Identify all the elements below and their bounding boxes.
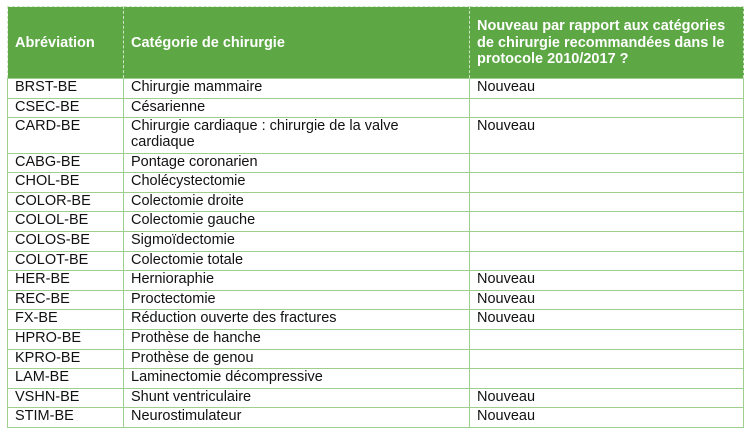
cell-category: Colectomie droite (124, 192, 470, 212)
cell-category: Hernioraphie (124, 271, 470, 291)
table-row (8, 330, 744, 350)
cell-abbreviation: LAM-BE (8, 369, 124, 389)
cell-category: Prothèse de genou (124, 349, 470, 369)
cell-category: Cholécystectomie (124, 173, 470, 193)
cell-new-flag: Nouveau (470, 310, 744, 330)
cell-new-flag: Nouveau (470, 118, 744, 154)
header-row (8, 7, 744, 79)
cell-new-flag (470, 212, 744, 232)
cell-abbreviation: REC-BE (8, 290, 124, 310)
cell-category: Colectomie totale (124, 251, 470, 271)
cell-new-flag (470, 369, 744, 389)
cell-new-flag: Nouveau (470, 271, 744, 291)
cell-abbreviation: CHOL-BE (8, 173, 124, 193)
cell-new-flag: Nouveau (470, 408, 744, 428)
table-row (8, 173, 744, 193)
cell-new-flag: Nouveau (470, 388, 744, 408)
table-row (8, 310, 744, 330)
cell-new-flag (470, 349, 744, 369)
header-surgery-category: Catégorie de chirurgie (124, 7, 470, 79)
table-row (8, 79, 744, 99)
table-row (8, 192, 744, 212)
cell-new-flag (470, 330, 744, 350)
cell-category: Proctectomie (124, 290, 470, 310)
table-row (8, 153, 744, 173)
cell-abbreviation: KPRO-BE (8, 349, 124, 369)
table-body (8, 79, 744, 428)
cell-category: Shunt ventriculaire (124, 388, 470, 408)
cell-abbreviation: CABG-BE (8, 153, 124, 173)
cell-new-flag (470, 173, 744, 193)
cell-category: Césarienne (124, 98, 470, 118)
table-row (8, 212, 744, 232)
cell-new-flag: Nouveau (470, 290, 744, 310)
header-new-vs-protocol: Nouveau par rapport aux catégories de chirurgie recommandées dans le protocole 2010/2017 ? (470, 7, 744, 79)
cell-abbreviation: COLOR-BE (8, 192, 124, 212)
cell-abbreviation: COLOT-BE (8, 251, 124, 271)
cell-abbreviation: CARD-BE (8, 118, 124, 154)
table-row (8, 118, 744, 154)
table-row (8, 251, 744, 271)
cell-category: Sigmoïdectomie (124, 232, 470, 252)
surgery-categories-table (7, 6, 744, 428)
cell-abbreviation: COLOS-BE (8, 232, 124, 252)
cell-new-flag (470, 251, 744, 271)
cell-abbreviation: COLOL-BE (8, 212, 124, 232)
cell-abbreviation: STIM-BE (8, 408, 124, 428)
surgery-categories-table-container (7, 6, 743, 428)
table-header (8, 7, 744, 79)
cell-category: Chirurgie cardiaque : chirurgie de la valve cardiaque (124, 118, 470, 154)
cell-new-flag (470, 192, 744, 212)
table-row (8, 349, 744, 369)
table-row (8, 290, 744, 310)
table-row (8, 408, 744, 428)
table-row (8, 369, 744, 389)
cell-category: Laminectomie décompressive (124, 369, 470, 389)
table-row (8, 232, 744, 252)
cell-new-flag (470, 153, 744, 173)
cell-new-flag (470, 98, 744, 118)
cell-abbreviation: BRST-BE (8, 79, 124, 99)
cell-new-flag: Nouveau (470, 79, 744, 99)
table-row (8, 388, 744, 408)
cell-abbreviation: HPRO-BE (8, 330, 124, 350)
cell-abbreviation: VSHN-BE (8, 388, 124, 408)
cell-category: Chirurgie mammaire (124, 79, 470, 99)
cell-category: Réduction ouverte des fractures (124, 310, 470, 330)
cell-category: Prothèse de hanche (124, 330, 470, 350)
cell-new-flag (470, 232, 744, 252)
cell-abbreviation: CSEC-BE (8, 98, 124, 118)
cell-abbreviation: FX-BE (8, 310, 124, 330)
header-abbreviation: Abréviation (8, 7, 124, 79)
cell-category: Neurostimulateur (124, 408, 470, 428)
table-row (8, 271, 744, 291)
cell-abbreviation: HER-BE (8, 271, 124, 291)
cell-category: Pontage coronarien (124, 153, 470, 173)
table-row (8, 98, 744, 118)
cell-category: Colectomie gauche (124, 212, 470, 232)
